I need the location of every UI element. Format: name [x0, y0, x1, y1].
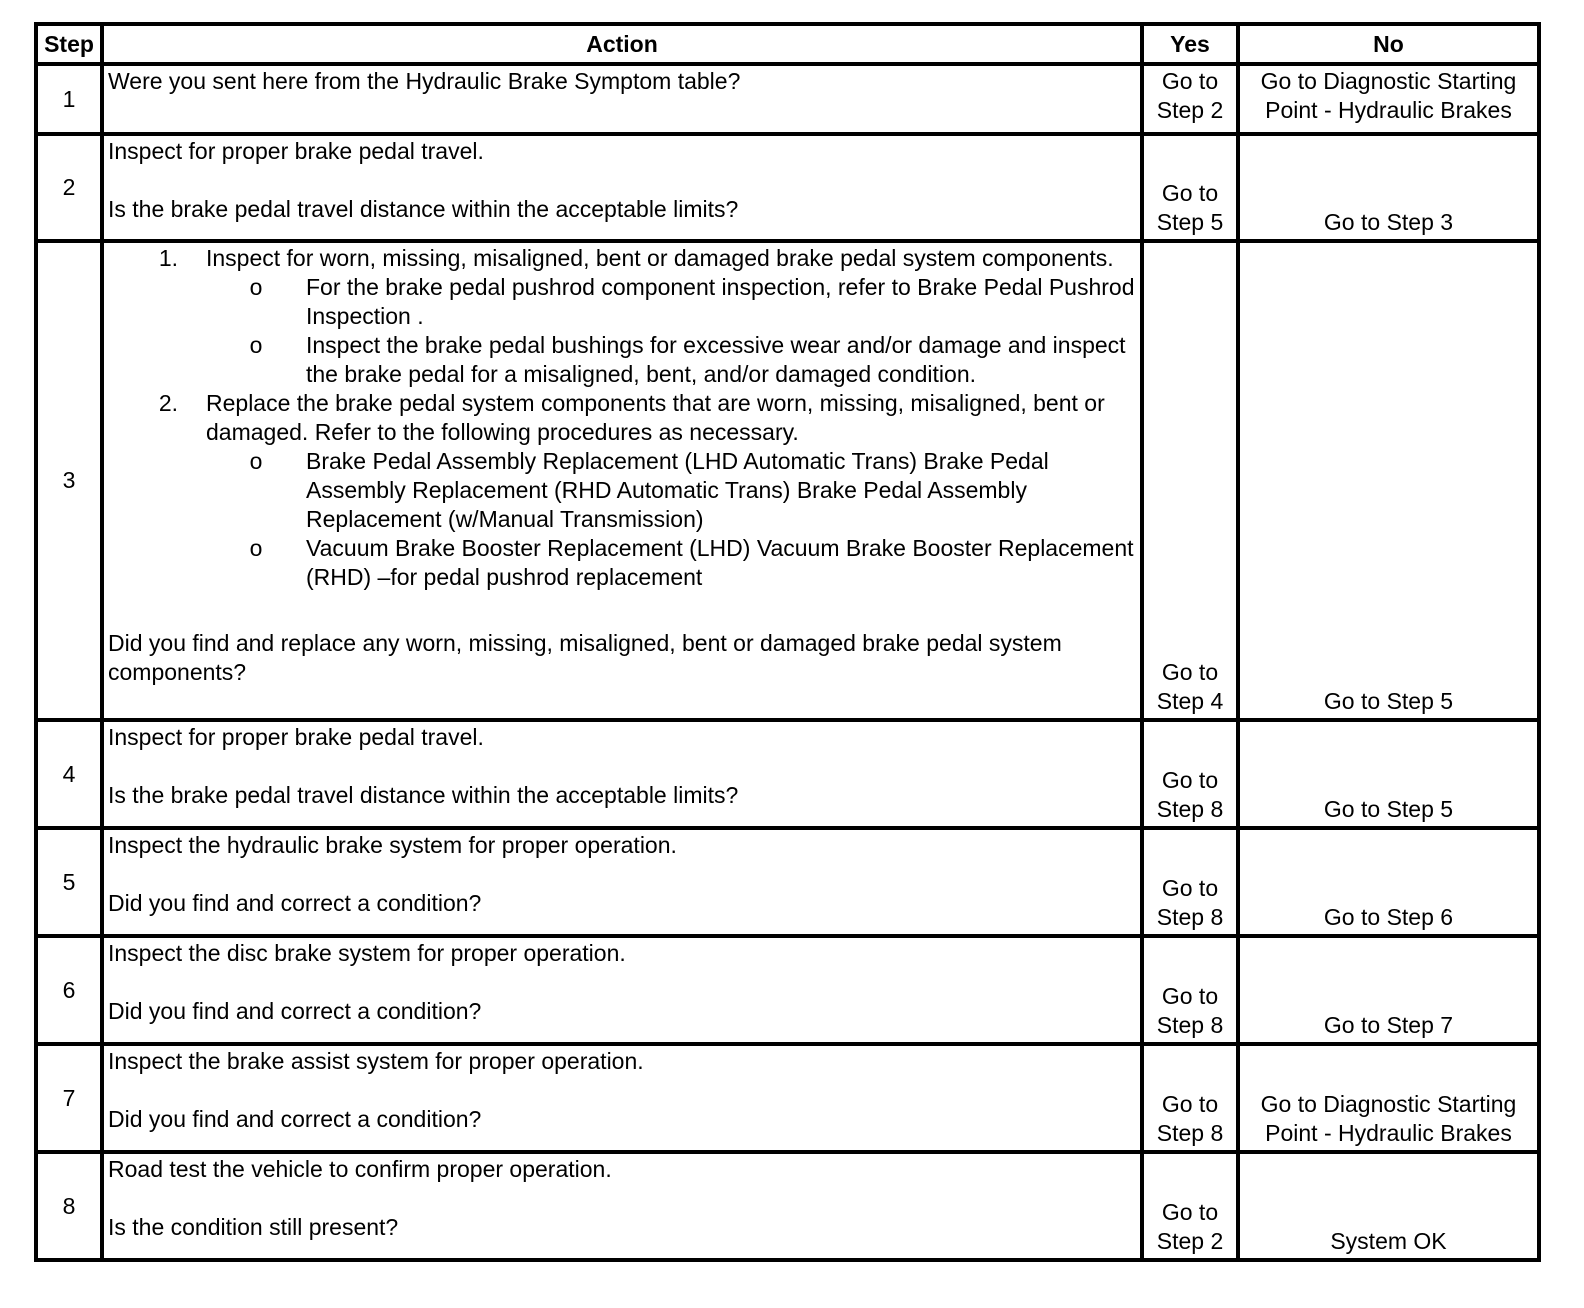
- step-number: 6: [36, 936, 102, 1044]
- header-yes: Yes: [1142, 24, 1238, 64]
- step-number: 4: [36, 720, 102, 828]
- no-line: Point - Hydraulic Brakes: [1265, 97, 1512, 123]
- yes-line: Go to: [1161, 1091, 1219, 1117]
- item-text: Inspect for worn, missing, misaligned, bent or damaged brake pedal system components.: [206, 245, 1114, 271]
- step-number: 7: [36, 1044, 102, 1152]
- step-number: 5: [36, 828, 102, 936]
- yes-line: Step 8: [1156, 796, 1224, 822]
- bullet-item: [206, 273, 1136, 331]
- no-cell: [1238, 828, 1539, 936]
- yes-cell: [1142, 1152, 1238, 1260]
- bullet-text: Inspect the brake pedal bushings for excessive wear and/or damage and inspect the brake pedal for a misaligned, bent, and/or damaged condition.: [306, 332, 1126, 387]
- action-instruction: Inspect the hydraulic brake system for proper operation.: [108, 832, 677, 858]
- yes-cell: [1142, 720, 1238, 828]
- bullet-item: [206, 447, 1136, 534]
- yes-line: Go to: [1161, 875, 1219, 901]
- no-cell: [1238, 64, 1539, 134]
- header-no: No: [1238, 24, 1539, 64]
- yes-line: Go to: [1161, 68, 1219, 94]
- no-cell: [1238, 1152, 1539, 1260]
- action-question: Did you find and replace any worn, missing, misaligned, bent or damaged brake pedal system components?: [108, 630, 1062, 685]
- diagnostic-table: [34, 22, 1541, 1262]
- table-row: [36, 134, 1539, 241]
- numbered-item: [108, 244, 1136, 273]
- action-instruction: Road test the vehicle to confirm proper operation.: [108, 1156, 612, 1182]
- no-cell: [1238, 936, 1539, 1044]
- yes-line: Step 8: [1156, 1120, 1224, 1146]
- no-line: Go to Diagnostic Starting: [1260, 68, 1517, 94]
- action-instruction: Inspect for proper brake pedal travel.: [108, 138, 484, 164]
- table-row: [36, 1044, 1539, 1152]
- yes-line: Step 2: [1156, 97, 1224, 123]
- action-question: Did you find and correct a condition?: [108, 1106, 482, 1132]
- yes-line: Go to: [1161, 659, 1219, 685]
- yes-line: Go to: [1161, 767, 1219, 793]
- table-row: [36, 828, 1539, 936]
- yes-cell: [1142, 1044, 1238, 1152]
- table-row: [36, 241, 1539, 720]
- step-number: 1: [36, 64, 102, 134]
- table-row: [36, 64, 1539, 134]
- no-line: Go to Step 7: [1323, 1012, 1454, 1038]
- yes-line: Step 8: [1156, 904, 1224, 930]
- no-cell: [1238, 241, 1539, 720]
- step-number: 3: [36, 241, 102, 720]
- yes-line: Step 4: [1156, 688, 1224, 714]
- action-cell: [102, 134, 1142, 241]
- action-cell: [102, 1044, 1142, 1152]
- no-line: Go to Diagnostic Starting: [1260, 1091, 1517, 1117]
- yes-cell: [1142, 936, 1238, 1044]
- item-text: Replace the brake pedal system components that are worn, missing, misaligned, bent or damaged. Refer to the following procedures as necessary.: [206, 390, 1105, 445]
- action-cell: [102, 828, 1142, 936]
- table-row: [36, 936, 1539, 1044]
- action-cell: [102, 64, 1142, 134]
- no-line: Go to Step 3: [1323, 209, 1454, 235]
- yes-cell: [1142, 241, 1238, 720]
- no-cell: [1238, 720, 1539, 828]
- yes-line: Step 8: [1156, 1012, 1224, 1038]
- yes-line: Go to: [1161, 1199, 1219, 1225]
- action-question: Did you find and correct a condition?: [108, 998, 482, 1024]
- bullet-text: Vacuum Brake Booster Replacement (LHD) Vacuum Brake Booster Replacement (RHD) –for pedal pushrod replacement: [306, 535, 1134, 590]
- action-cell: [102, 936, 1142, 1044]
- no-cell: [1238, 1044, 1539, 1152]
- yes-line: Step 5: [1156, 209, 1224, 235]
- action-instruction: Inspect the brake assist system for proper operation.: [108, 1048, 644, 1074]
- yes-line: Go to: [1161, 983, 1219, 1009]
- header-step: Step: [36, 24, 102, 64]
- yes-cell: [1142, 64, 1238, 134]
- action-instruction: Inspect for proper brake pedal travel.: [108, 724, 484, 750]
- bullet-item: [206, 534, 1136, 592]
- no-line: Go to Step 5: [1323, 688, 1454, 714]
- table-row: [36, 720, 1539, 828]
- action-question: Were you sent here from the Hydraulic Brake Symptom table?: [108, 68, 741, 94]
- bullet-icon: o: [249, 448, 263, 474]
- action-instruction: Inspect the disc brake system for proper operation.: [108, 940, 626, 966]
- bullet-text: For the brake pedal pushrod component inspection, refer to Brake Pedal Pushrod Inspection .: [306, 274, 1135, 329]
- action-cell: [102, 720, 1142, 828]
- bullet-text: Brake Pedal Assembly Replacement (LHD Automatic Trans) Brake Pedal Assembly Replacement (RHD Automatic Trans) Brake Pedal Assembly Replacement (w/Manual Transmission): [306, 448, 1049, 532]
- action-question: Is the condition still present?: [108, 1214, 399, 1240]
- table-row: [36, 1152, 1539, 1260]
- action-question: Did you find and correct a condition?: [108, 890, 482, 916]
- step-number: 8: [36, 1152, 102, 1260]
- bullet-icon: o: [249, 274, 263, 300]
- no-line: Go to Step 6: [1323, 904, 1454, 930]
- yes-line: Go to: [1161, 180, 1219, 206]
- header-action: Action: [102, 24, 1142, 64]
- yes-cell: [1142, 828, 1238, 936]
- no-cell: [1238, 134, 1539, 241]
- bullet-icon: o: [249, 332, 263, 358]
- no-line: Point - Hydraulic Brakes: [1265, 1120, 1512, 1146]
- bullet-item: [206, 331, 1136, 389]
- yes-line: Step 2: [1156, 1228, 1224, 1254]
- no-line: System OK: [1330, 1228, 1447, 1254]
- action-question: Is the brake pedal travel distance within the acceptable limits?: [108, 782, 739, 808]
- yes-cell: [1142, 134, 1238, 241]
- step-number: 2: [36, 134, 102, 241]
- action-cell: [102, 241, 1142, 720]
- item-number: 1.: [158, 245, 178, 271]
- bullet-icon: o: [249, 535, 263, 561]
- action-cell: [102, 1152, 1142, 1260]
- numbered-item: [108, 389, 1136, 447]
- action-question: Is the brake pedal travel distance within the acceptable limits?: [108, 196, 739, 222]
- no-line: Go to Step 5: [1323, 796, 1454, 822]
- item-number: 2.: [158, 390, 178, 416]
- header-row: [36, 24, 1539, 64]
